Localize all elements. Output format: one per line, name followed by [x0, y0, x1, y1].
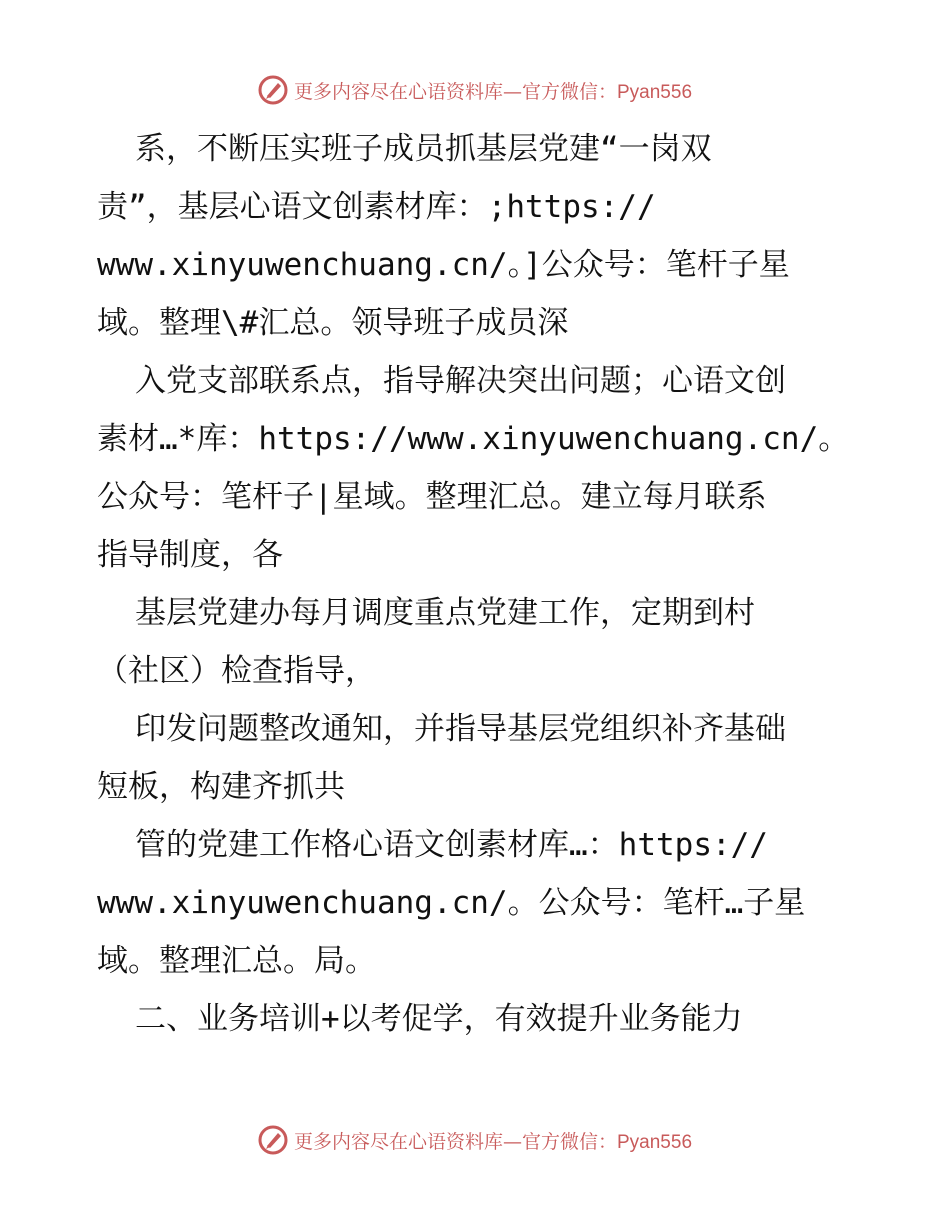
header-banner-label: 更多内容尽在心语资料库—官方微信：: [293, 80, 617, 103]
header-banner-text: [294, 77, 692, 104]
doc-line: 域。整理\#汇总。领导班子成员深: [97, 305, 569, 341]
doc-line: 印发问题整改通知，并指导基层党组织补齐基础: [135, 711, 786, 747]
doc-line: 系，不断压实班子成员抓基层党建“一岗双: [135, 131, 712, 167]
doc-line: 责”，基层心语文创素材库：;https://: [97, 189, 656, 225]
doc-line: （社区）检查指导，: [97, 653, 376, 689]
doc-line: 指导制度，各: [97, 537, 283, 573]
doc-line: 入党支部联系点，指导解决突出问题；心语文创: [135, 363, 786, 399]
doc-line: 短板，构建齐抓共: [97, 769, 345, 805]
footer-wechat-id: Pyan556: [617, 1131, 693, 1153]
section-heading: 二、业务培训+以考促学，有效提升业务能力: [135, 1001, 743, 1037]
doc-line: 公众号：笔杆子|星域。整理汇总。建立每月联系: [97, 479, 767, 515]
doc-line: 素材…*库：https://www.xinyuwenchuang.cn/。: [97, 421, 850, 457]
header-wechat-id: Pyan556: [617, 81, 693, 103]
pen-logo-icon: [258, 75, 288, 105]
footer-banner-text: [294, 1127, 692, 1154]
doc-line: www.xinyuwenchuang.cn/。]公众号：笔杆子星: [97, 247, 790, 283]
header-banner: [0, 70, 950, 110]
footer-banner-label: 更多内容尽在心语资料库—官方微信：: [293, 1130, 617, 1153]
document-body: [97, 120, 877, 1048]
doc-line: 管的党建工作格心语文创素材库…：https://: [135, 827, 768, 863]
pen-logo-icon: [258, 1125, 288, 1155]
doc-line: 域。整理汇总。局。: [97, 943, 376, 979]
doc-line: www.xinyuwenchuang.cn/。公众号：笔杆…子星: [97, 885, 806, 921]
footer-banner: [0, 1120, 950, 1160]
doc-line: 基层党建办每月调度重点党建工作，定期到村: [135, 595, 755, 631]
